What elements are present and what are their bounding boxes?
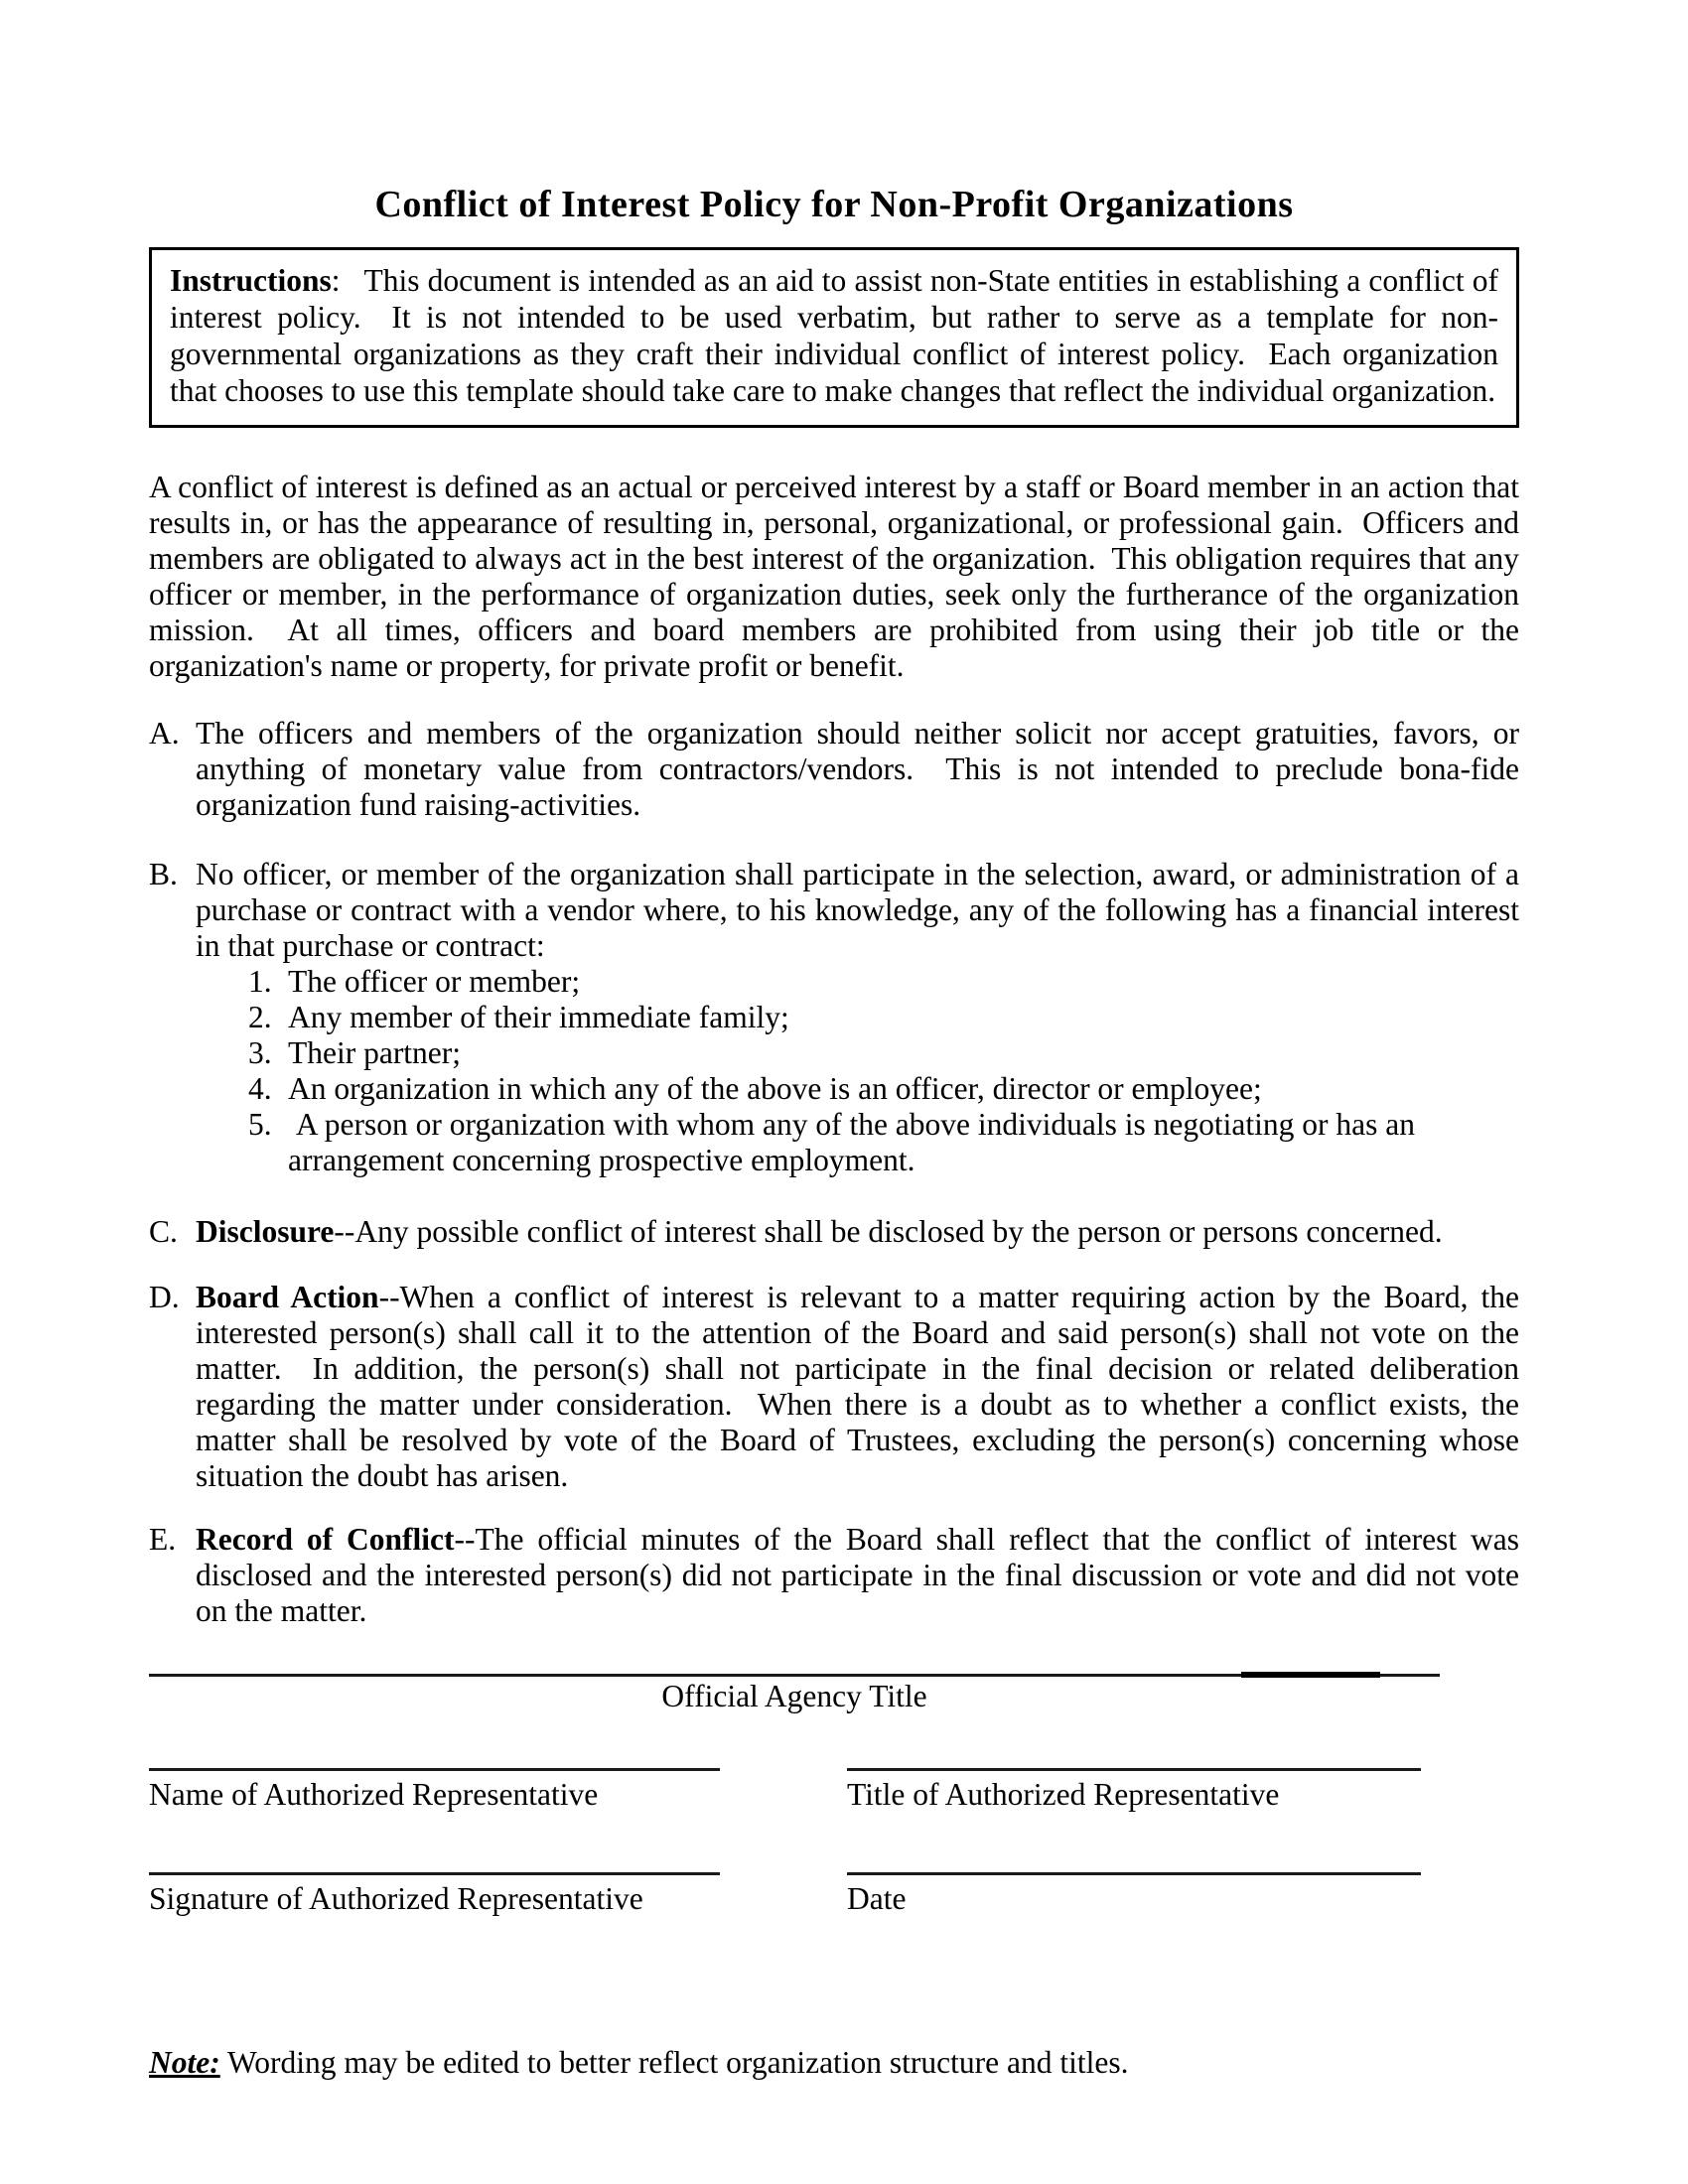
sub-item-5 <box>149 1107 1519 1178</box>
item-a-marker: A. <box>149 715 180 751</box>
policy-item-d <box>149 1279 1527 1494</box>
policy-item-c <box>149 1214 1519 1250</box>
item-d-lead: Board Action <box>196 1279 379 1314</box>
signature-field <box>149 1872 720 1919</box>
subitem-3-number: 3. <box>248 1034 272 1070</box>
title-signature-line <box>847 1768 1421 1771</box>
policy-item-e <box>149 1521 1527 1629</box>
subitem-2-number: 2. <box>248 999 272 1034</box>
item-e-marker: E. <box>149 1521 177 1557</box>
subitem-4-text: An organization in which any of the above is an officer, director or employee; <box>288 1070 1262 1106</box>
item-b-text: No officer, or member of the organization shall participate in the selection, award, or administration of a purchase or contract with a vendor where, to his knowledge, any of the following has a financial interest in that purchase or contract: <box>196 856 1527 963</box>
item-e-text: --The official minutes of the Board shall reflect that the conflict of interest was disclosed and the interested person(s) did not participate in the final discussion or vote and did not vote on the matter. <box>196 1521 1527 1628</box>
intro-paragraph: A conflict of interest is defined as an actual or perceived interest by a staff or Board member in an action that results in, or has the appearance of resulting in, personal, organizational, or professional gain. Officers and members are obligated to always act in the best interest of the organization. This obligation requires that any officer or member, in the performance of organization duties, seek only the furtherance of the organization mission. At all times, officers and board members are prohibited from using their job title or the organization's name or property, for private profit or benefit. <box>149 470 1527 683</box>
item-d-text: --When a conflict of interest is relevant to a matter requiring action by the Board, the interested person(s) shall call it to the attention of the Board and said person(s) shall not vote on the matter. In addition, the person(s) shall not participate in the final decision or related deliberation regarding the matter under consideration. When there is a doubt as to whether a conflict exists, the matter shall be resolved by vote of the Board of Trustees, excluding the person(s) concerning whose situation the doubt has arisen. <box>196 1279 1527 1493</box>
footer-note <box>149 2043 1519 2083</box>
signature-row-2 <box>149 1872 1519 1919</box>
item-e-lead: Record of Conflict <box>196 1521 455 1557</box>
name-field <box>149 1768 720 1815</box>
instructions-text: : This document is intended as an aid to assist non-State entities in establishing a conflict of interest policy. It is not intended to be used verbatim, but rather to serve as a template for non-governmental organizations as they craft their individual conflict of interest policy. Each organization that chooses to use this template should take care to make changes that reflect the individual organization. <box>170 263 1506 408</box>
subitem-4-number: 4. <box>248 1070 272 1106</box>
footer-note-label: Note: <box>149 2045 220 2080</box>
item-c-marker: C. <box>149 1213 178 1249</box>
date-signature-line <box>847 1872 1421 1875</box>
policy-item-b <box>149 856 1527 964</box>
sub-item-3 <box>149 1035 1519 1071</box>
agency-title-line <box>149 1674 1440 1677</box>
name-signature-line <box>149 1768 720 1771</box>
title-field <box>847 1768 1421 1815</box>
item-b-sublist <box>149 964 1519 1178</box>
item-c-lead: Disclosure <box>196 1213 335 1249</box>
title-field-label: Title of Authorized Representative <box>847 1776 1280 1812</box>
policy-item-a <box>149 715 1527 823</box>
signature-signature-line <box>149 1872 720 1875</box>
item-c-text: --Any possible conflict of interest shall be disclosed by the person or persons concerned. <box>334 1213 1443 1249</box>
subitem-5-number: 5. <box>248 1106 272 1142</box>
subitem-1-text: The officer or member; <box>288 963 581 999</box>
item-b-marker: B. <box>149 856 178 891</box>
subitem-1-number: 1. <box>248 963 272 999</box>
subitem-2-text: Any member of their immediate family; <box>288 999 789 1034</box>
sub-item-4 <box>149 1071 1519 1107</box>
instructions-box <box>149 247 1519 428</box>
instructions-label: Instructions <box>170 263 332 298</box>
agency-title-line-thick-segment <box>1241 1672 1380 1678</box>
date-field-label: Date <box>847 1880 907 1916</box>
item-a-text: The officers and members of the organization should neither solicit nor accept gratuities, favors, or anything of monetary value from contractors/vendors. This is not intended to preclude bona-fide organization fund raising-activities. <box>196 715 1527 822</box>
signature-field-label: Signature of Authorized Representative <box>149 1880 643 1916</box>
sub-item-1 <box>149 964 1519 1000</box>
subitem-5-text: A person or organization with whom any of the above individuals is negotiating or has an arrangement concerning prospective employment. <box>288 1106 1423 1177</box>
name-field-label: Name of Authorized Representative <box>149 1776 599 1812</box>
page-title: Conflict of Interest Policy for Non-Profit Organizations <box>374 184 1294 225</box>
footer-note-text: Wording may be edited to better reflect organization structure and titles. <box>219 2045 1129 2080</box>
subitem-3-text: Their partner; <box>288 1034 462 1070</box>
signature-row-1 <box>149 1768 1519 1815</box>
agency-title-label: Official Agency Title <box>661 1678 927 1713</box>
item-d-marker: D. <box>149 1279 180 1314</box>
date-field <box>847 1872 1421 1919</box>
sub-item-2 <box>149 1000 1519 1035</box>
